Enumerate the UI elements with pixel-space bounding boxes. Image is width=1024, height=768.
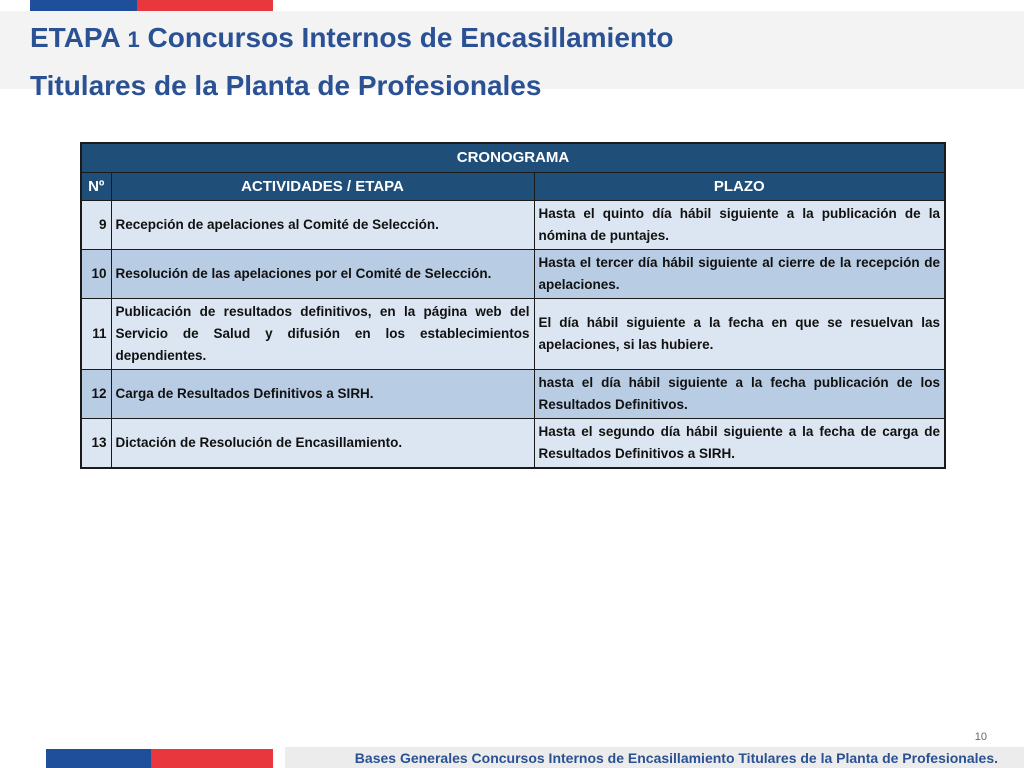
row-deadline: Hasta el quinto día hábil siguiente a la publicación de la nómina de puntajes. <box>534 201 945 250</box>
table-row <box>81 370 945 419</box>
row-activity: Carga de Resultados Definitivos a SIRH. <box>111 370 534 419</box>
row-number: 12 <box>81 370 111 419</box>
row-number: 9 <box>81 201 111 250</box>
row-number: 10 <box>81 250 111 299</box>
footer-band <box>285 747 1024 768</box>
row-deadline: hasta el día hábil siguiente a la fecha publicación de los Resultados Definitivos. <box>534 370 945 419</box>
title-stage-number: 1 <box>127 27 140 52</box>
row-activity: Dictación de Resolución de Encasillamiento. <box>111 419 534 469</box>
column-header-plazo: PLAZO <box>534 173 945 201</box>
row-number: 11 <box>81 299 111 370</box>
column-header-actividades: ACTIVIDADES / ETAPA <box>111 173 534 201</box>
column-header-num: Nº <box>81 173 111 201</box>
table-row <box>81 250 945 299</box>
row-deadline: Hasta el segundo día hábil siguiente a la fecha de carga de Resultados Definitivos a SIRH. <box>534 419 945 469</box>
table-title: CRONOGRAMA <box>81 143 945 173</box>
table-row <box>81 419 945 469</box>
row-number: 13 <box>81 419 111 469</box>
table-row <box>81 201 945 250</box>
bottom-stripe-blue <box>46 749 151 768</box>
row-activity: Resolución de las apelaciones por el Comité de Selección. <box>111 250 534 299</box>
row-activity: Recepción de apelaciones al Comité de Selección. <box>111 201 534 250</box>
footer-text: Bases Generales Concursos Internos de Encasillamiento Titulares de la Planta de Profesionales. <box>354 750 998 766</box>
title-rest: Concursos Internos de Encasillamiento <box>147 22 674 53</box>
page-title-line1 <box>30 21 673 57</box>
row-activity: Publicación de resultados definitivos, en la página web del Servicio de Salud y difusión en los establecimientos dependientes. <box>111 299 534 370</box>
bottom-color-stripe <box>46 749 273 768</box>
table-row <box>81 299 945 370</box>
row-deadline: Hasta el tercer día hábil siguiente al cierre de la recepción de apelaciones. <box>534 250 945 299</box>
top-color-stripe <box>30 0 273 11</box>
top-stripe-blue <box>30 0 137 11</box>
page-title-line2: Titulares de la Planta de Profesionales <box>30 70 542 101</box>
title-prefix: ETAPA <box>30 22 120 53</box>
top-stripe-red <box>137 0 273 11</box>
page-number: 10 <box>974 731 987 743</box>
bottom-stripe-red <box>151 749 273 768</box>
title-band <box>0 11 1024 101</box>
cronograma-table <box>80 142 946 469</box>
row-deadline: El día hábil siguiente a la fecha en que se resuelvan las apelaciones, si las hubiere. <box>534 299 945 370</box>
